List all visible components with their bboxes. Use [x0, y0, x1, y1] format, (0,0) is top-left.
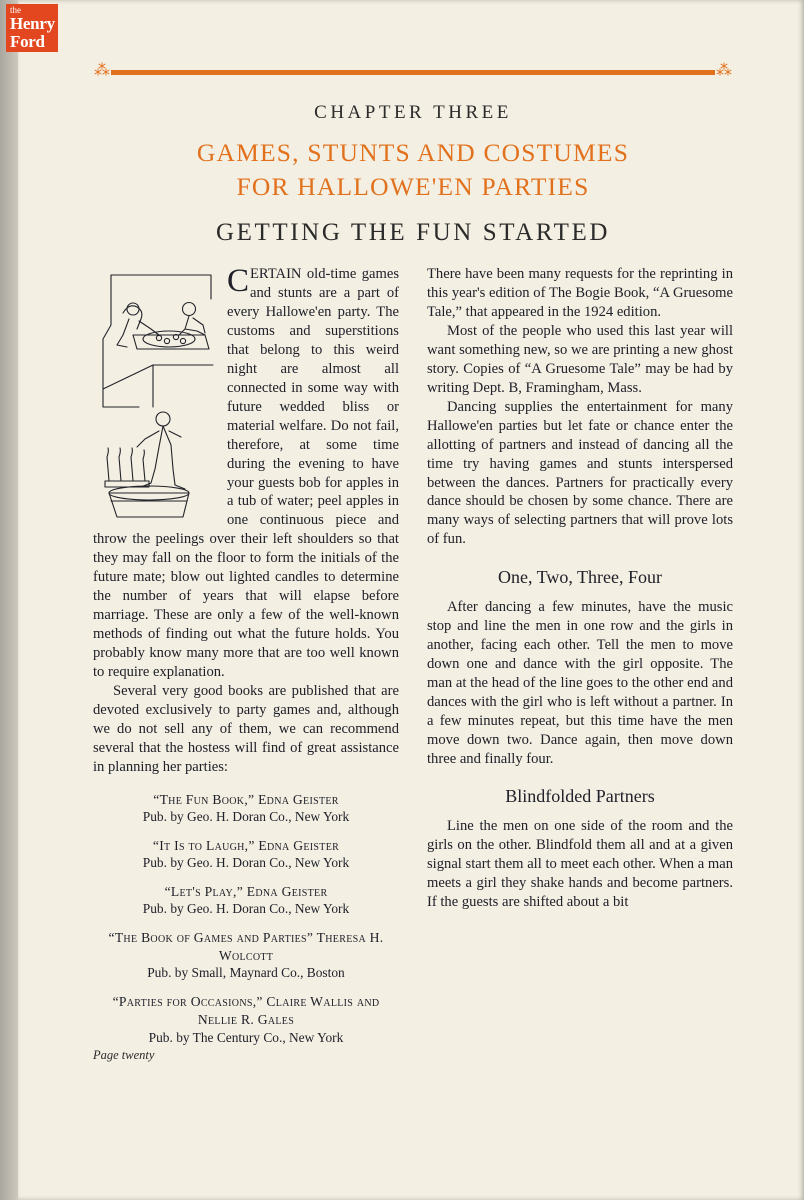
columns-wrapper — [93, 262, 733, 1063]
chapter-label: CHAPTER THREE — [314, 102, 512, 123]
rule-ornament-left-icon: ⁂ — [94, 62, 110, 79]
right-paragraph-3: Dancing supplies the entertainment for many Hallowe'en parties but let fate or chance enter the allotting of partners and instead of dancing all the time try having games and stunts interspersed between the dances. Partners for practically every dance should be chosen by some chance. There are many ways of selecting partners that will prove lots of fun. — [427, 398, 733, 548]
page-subtitle: GETTING THE FUN STARTED — [215, 218, 610, 246]
book-title: “Let's Play,” Edna Geister — [164, 883, 328, 899]
book-title: “It Is to Laugh,” Edna Geister — [152, 837, 340, 853]
watermark-line2: Henry — [10, 14, 55, 34]
top-ornamental-rule — [93, 60, 733, 82]
list-item — [93, 791, 399, 826]
scanned-page-sheet — [18, 0, 804, 1200]
list-item — [93, 837, 399, 872]
left-column — [93, 262, 399, 1058]
section1-paragraph: After dancing a few minutes, have the music stop and line the men in one row and the girls in another, facing each other. Tell the men to move down one and dance with the girl opposite. The man at the head of the line goes to the other end and dances with the girl who is left without a partner. In a few minutes repeat, but this time have the men move down two. Dance again, then move down three and finally four. — [427, 598, 733, 767]
list-item — [93, 929, 399, 982]
watermark-line3: Ford — [10, 31, 45, 51]
page-title — [93, 136, 733, 205]
two-column-body — [93, 262, 733, 1058]
page-number: Page twenty — [93, 1048, 155, 1063]
book-publisher: Pub. by Geo. H. Doran Co., New York — [142, 809, 350, 825]
page-content — [93, 60, 733, 1140]
watermark-line1: the — [10, 5, 21, 15]
right-paragraph-2: Most of the people who used this last year will want something new, so we are printing a new ghost story. Copies of “A Gruesome Tale” may be had by writing Dept. B, Framingham, Mass. — [427, 322, 733, 396]
drop-cap: C — [227, 262, 250, 299]
the-henry-ford-watermark-logo — [6, 4, 58, 52]
bobbing-for-apples-illustration — [93, 269, 219, 519]
section2-paragraph: Line the men on one side of the room and the girls on the other. Blindfold them all and at a given signal start them all to meet each other. When a man meets a girl they shake hands and become partners. If the guests are shifted about a bit — [427, 817, 733, 910]
left-paragraph-1-text: ERTAIN old-time games and stunts are a part of every Hallowe'en party. The customs and superstitions that belong to this weird night are almost all connected in some way with future wedded bliss or material welfare. Do not fail, therefore, at some time during the evening to have your guests bob for apples in a tub of water; peel apples in one continuous piece and throw the peelings over their left shoulders so that they may fall on the floor to form the initials of the future mate; blow out lighted candles to determine the number of years that will elapse before marriage. These are only a few of the well-known methods of finding out what the future holds. You probably know many more that are too well known to require explanation. — [93, 265, 399, 681]
right-column — [427, 265, 733, 1058]
list-item — [93, 883, 399, 918]
book-title: “The Fun Book,” Edna Geister — [153, 792, 339, 807]
recommended-books-list — [93, 791, 399, 1046]
book-publisher: Pub. by The Century Co., New York — [148, 1029, 344, 1045]
list-item — [93, 993, 399, 1046]
section-heading-blindfolded-partners: Blindfolded Partners — [505, 786, 655, 807]
page-title-line2: FOR HALLOWE'EN PARTIES — [236, 172, 590, 202]
book-publisher: Pub. by Geo. H. Doran Co., New York — [142, 855, 350, 871]
left-paragraph-2: Several very good books are published that are devoted exclusively to party games and, although we do not sell any of them, we can recommend several that the hostess will find of great assistance in planning her parties: — [93, 683, 399, 776]
book-publisher: Pub. by Geo. H. Doran Co., New York — [142, 901, 350, 917]
page-edge-shadow — [0, 0, 18, 1200]
book-title: “The Book of Games and Parties” Theresa H. Wolcott — [108, 929, 384, 964]
section-heading-one-two-three-four: One, Two, Three, Four — [497, 567, 663, 588]
book-publisher: Pub. by Small, Maynard Co., Boston — [147, 965, 345, 981]
page-title-line1: GAMES, STUNTS AND COSTUMES — [196, 138, 630, 167]
rule-ornament-right-icon: ⁂ — [716, 62, 732, 79]
book-title: “Parties for Occasions,” Claire Wallis and Nellie R. Gales — [112, 994, 380, 1028]
right-paragraph-1: There have been many requests for the reprinting in this year's edition of The Bogie Book, “A Gruesome Tale,” that appeared in the 1924 edition. — [427, 265, 733, 320]
rule-line — [111, 70, 715, 75]
